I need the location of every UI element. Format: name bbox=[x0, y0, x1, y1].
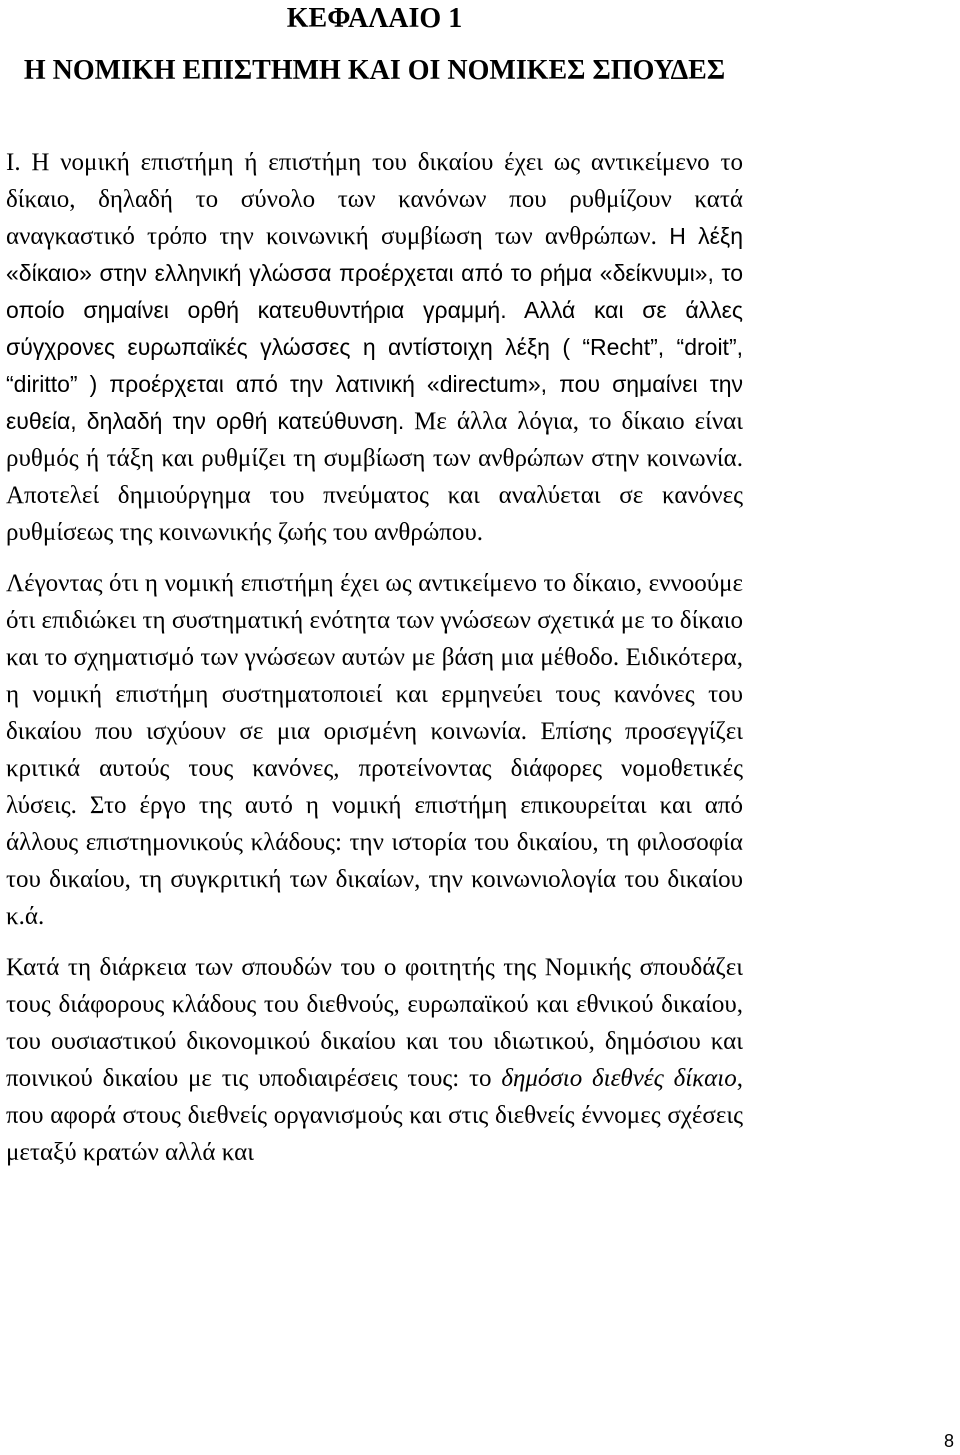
paragraph-3-italic-term: δημόσιο διεθνές δίκαιο bbox=[501, 1065, 737, 1092]
page-number: 8 bbox=[943, 1431, 954, 1451]
paragraph-2: Λέγοντας ότι η νομική επιστήμη έχει ως αντικείμενο το δίκαιο, εννοούμε ότι επιδιώκει τη συστηματική ενότητα των γνώσεων σχετικά με το δίκαιο και το σχηματισμό των γνώσεων αυτών με βάση μια μέθοδο. Ειδικότερα, η νομική επιστήμη συστηματοποιεί και ερμηνεύει τους κανόνες του δικαίου που ισχύουν σε μια ορισμένη κοινωνία. Επίσης προσεγγίζει κριτικά αυτούς τους κανόνες, προτείνοντας διάφορες νομοθετικές λύσεις. Στο έργο της αυτό η νομική επιστήμη επικουρείται και από άλλους επιστημονικούς κλάδους: την ιστορία του δικαίου, τη φιλοσοφία του δικαίου, τη συγκριτική των δικαίων, την κοινωνιολογία του δικαίου κ.ά. bbox=[6, 570, 743, 930]
paragraph-1-serif-part: I. Η νομική επιστήμη ή επιστήμη του δικαίου έχει ως αντικείμενο το δίκαιο, δηλαδή το σύνολο των κανόνων που ρυθμίζουν κατά αναγκαστικό τρόπο την κοινωνική συμβίωση των ανθρώπων. bbox=[6, 149, 743, 250]
chapter-heading: ΚΕΦΑΛΑΙΟ 1 bbox=[286, 3, 463, 34]
paragraph-1-serif-part-2: Με άλλα λόγια, το δίκαιο είναι ρυθμός ή τάξη και ρυθμίζει τη συμβίωση των ανθρώπων στην κοινωνία. Αποτελεί δημιούργημα του πνεύματος και αναλύεται σε κανόνες ρυθμίσεως της κοινωνικής ζωής του ανθρώπου. bbox=[6, 408, 743, 546]
paragraph-1 bbox=[6, 144, 743, 551]
chapter-title: Η ΝΟΜΙΚΗ ΕΠΙΣΤΗΜΗ ΚΑΙ ΟΙ ΝΟΜΙΚΕΣ ΣΠΟΥΔΕΣ bbox=[23, 55, 726, 86]
paragraph-1-sans-part: Η λέξη «δίκαιο» στην ελληνική γλώσσα προέρχεται από το ρήμα «δείκνυμι», το οποίο σημαίνει ορθή κατευθυντήρια γραμμή. Αλλά και σε άλλες σύγχρονες ευρωπαϊκές γλώσσες η αντίστοιχη λέξη ( “Recht”, “droit”, “diritto” ) προέρχεται από την λατινική «directum», που σημαίνει την ευθεία, δηλαδή την ορθή κατεύθυνση. bbox=[6, 223, 743, 434]
paragraph-3-text-end: , που αφορά στους διεθνείς οργανισμούς και στις διεθνείς έννομες σχέσεις μεταξύ κρατών αλλά και bbox=[6, 1065, 743, 1166]
paragraph-3-text: Κατά τη διάρκεια των σπουδών του ο φοιτητής της Νομικής σπουδάζει τους διάφορους κλάδους του διεθνούς, ευρωπαϊκού και εθνικού δικαίου, του ουσιαστικού δικονομικού δικαίου και του ιδιωτικού, δημόσιου και ποινικού δικαίου με τις υποδιαιρέσεις τους: το bbox=[6, 954, 743, 1092]
paragraph-3 bbox=[6, 949, 743, 1171]
document-page bbox=[6, 0, 743, 1171]
